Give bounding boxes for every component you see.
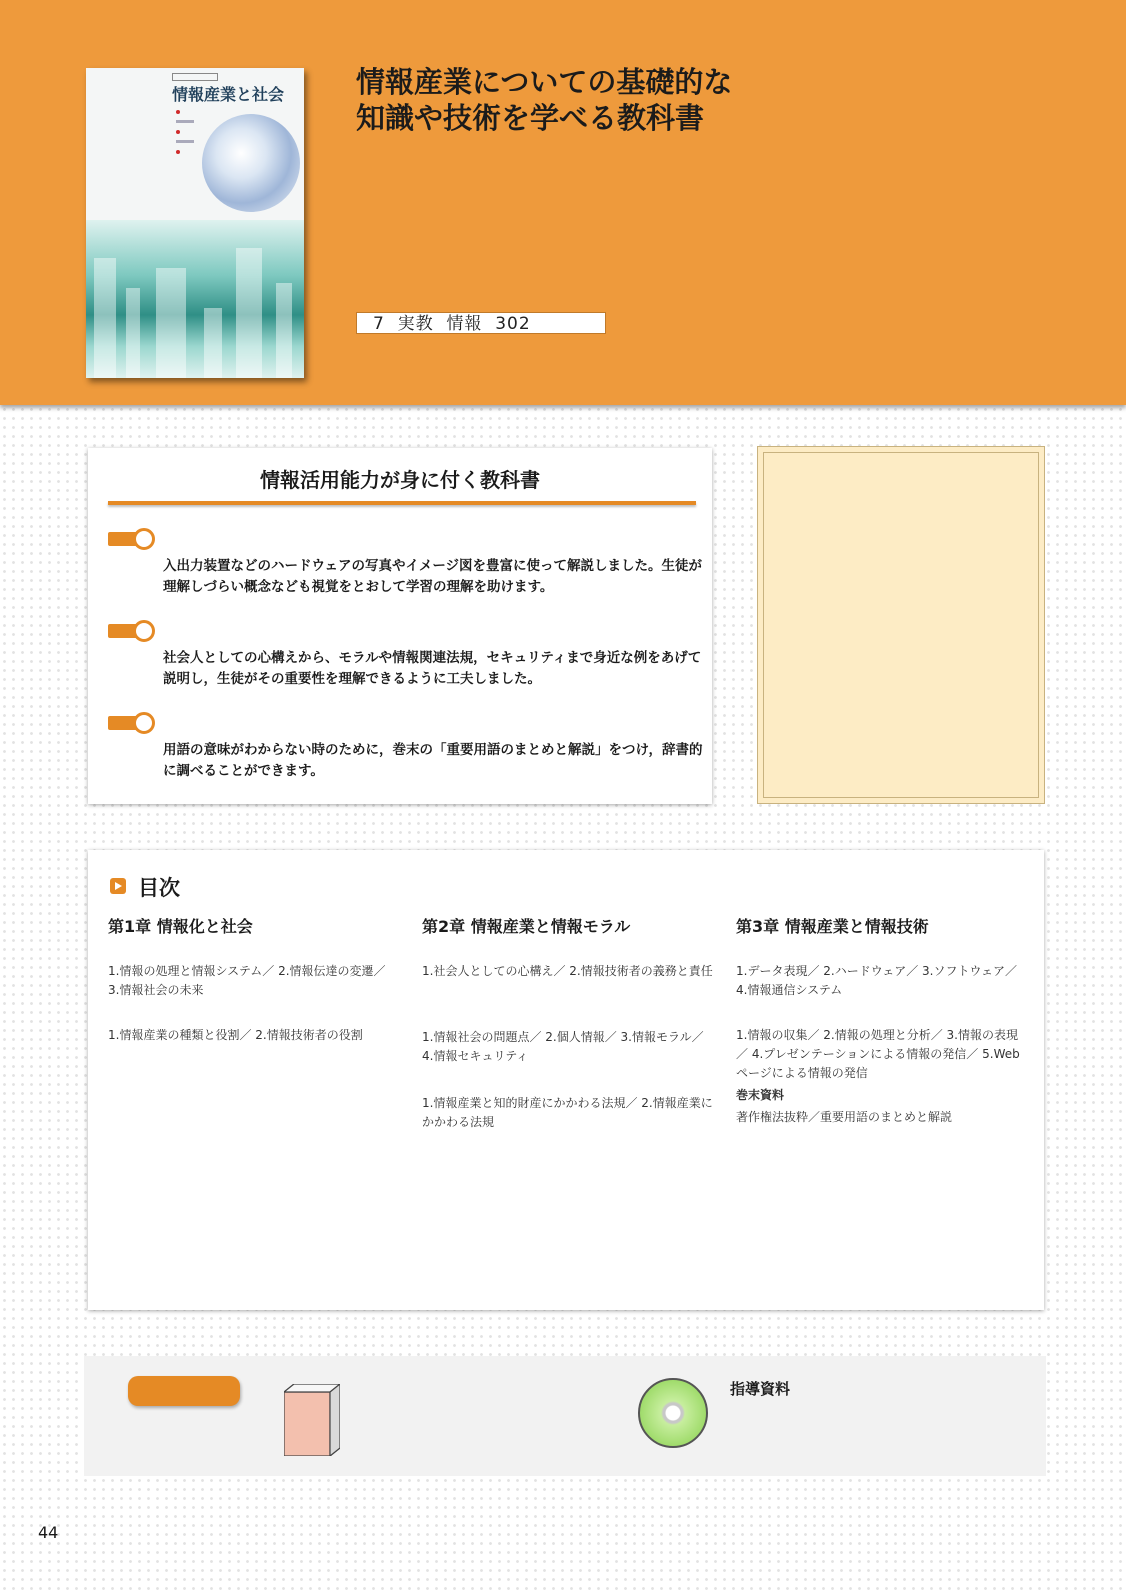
materials-label-button[interactable] xyxy=(128,1376,240,1406)
chapter-3-section-2: 1.情報の収集／ 2.情報の処理と分析／ 3.情報の表現／ 4.プレゼンテーションによる情報の発信／ 5.Webページによる情報の発信 xyxy=(736,1028,1020,1080)
chapter-2-title: 第2章 情報産業と情報モラル xyxy=(422,917,631,936)
chapter-1-section-1: 1.情報の処理と情報システム／ 2.情報伝達の変遷／ 3.情報社会の未来 xyxy=(108,964,386,997)
chapter-3-section-1: 1.データ表現／ 2.ハードウェア／ 3.ソフトウェア／ 4.情報通信システム xyxy=(736,964,1018,997)
cover-series-label xyxy=(172,73,218,81)
cover-bullet-icon xyxy=(176,150,180,154)
bullet-icon xyxy=(108,528,156,550)
features-divider xyxy=(108,501,696,505)
chapter-2-section-1: 1.社会人としての心構え／ 2.情報技術者の義務と責任 xyxy=(422,964,713,978)
sample-page-placeholder xyxy=(757,446,1045,804)
cover-globe-graphic xyxy=(202,114,300,212)
materials-panel xyxy=(84,1356,1046,1476)
cover-bullet-icon xyxy=(176,110,180,114)
guide-material-label: 指導資料 xyxy=(730,1380,791,1398)
page-title xyxy=(356,64,732,136)
cover-text-line xyxy=(176,140,194,143)
chapter-2-section-3: 1.情報産業と知的財産にかかわる法規／ 2.情報産業にかかわる法規 xyxy=(422,1096,713,1129)
page-title-line-1: 情報産業についての基礎的な xyxy=(356,65,733,99)
cover-text-line xyxy=(176,120,194,123)
chapter-3-title: 第3章 情報産業と情報技術 xyxy=(736,917,929,936)
header-band xyxy=(0,0,1126,405)
chapter-1-title: 第1章 情報化と社会 xyxy=(108,917,253,936)
bullet-icon xyxy=(108,620,156,642)
page-number: 44 xyxy=(38,1523,59,1542)
textbook-code: 7 実教 情報 302 xyxy=(356,312,606,334)
cover-bullet-icon xyxy=(176,130,180,134)
appendix-text: 著作権法抜粋／重要用語のまとめと解説 xyxy=(736,1110,953,1124)
appendix-title: 巻末資料 xyxy=(736,1088,785,1102)
textbook-cover-image xyxy=(86,68,304,378)
feature-text-2: 社会人としての心構えから、モラルや情報関連法規，セキュリティまで身近な例をあげて説明し，生徒がその重要性を理解できるように工夫しました。 xyxy=(163,650,702,687)
bullet-icon xyxy=(108,712,156,734)
toc-card xyxy=(88,850,1044,1310)
book-icon xyxy=(284,1384,340,1456)
toc-heading: 目次 xyxy=(138,876,180,900)
feature-text-1: 入出力装置などのハードウェアの写真やイメージ図を豊富に使って解説しました。生徒が理解しづらい概念なども視覚をとおして学習の理解を助けます。 xyxy=(163,558,703,595)
features-card xyxy=(88,448,712,804)
feature-text-3: 用語の意味がわからない時のために，巻末の「重要用語のまとめと解説」をつけ，辞書的に調べることができます。 xyxy=(163,742,703,779)
cover-city-graphic xyxy=(86,220,304,378)
features-title: 情報活用能力が身に付く教科書 xyxy=(260,468,540,492)
cover-title: 情報産業と社会 xyxy=(172,85,285,104)
cd-icon xyxy=(638,1378,708,1448)
page-title-line-2: 知識や技術を学べる教科書 xyxy=(356,101,705,135)
chapter-1-section-2: 1.情報産業の種類と役割／ 2.情報技術者の役割 xyxy=(108,1028,363,1042)
chapter-2-section-2: 1.情報社会の問題点／ 2.個人情報／ 3.情報モラル／ 4.情報セキュリティ xyxy=(422,1030,704,1063)
